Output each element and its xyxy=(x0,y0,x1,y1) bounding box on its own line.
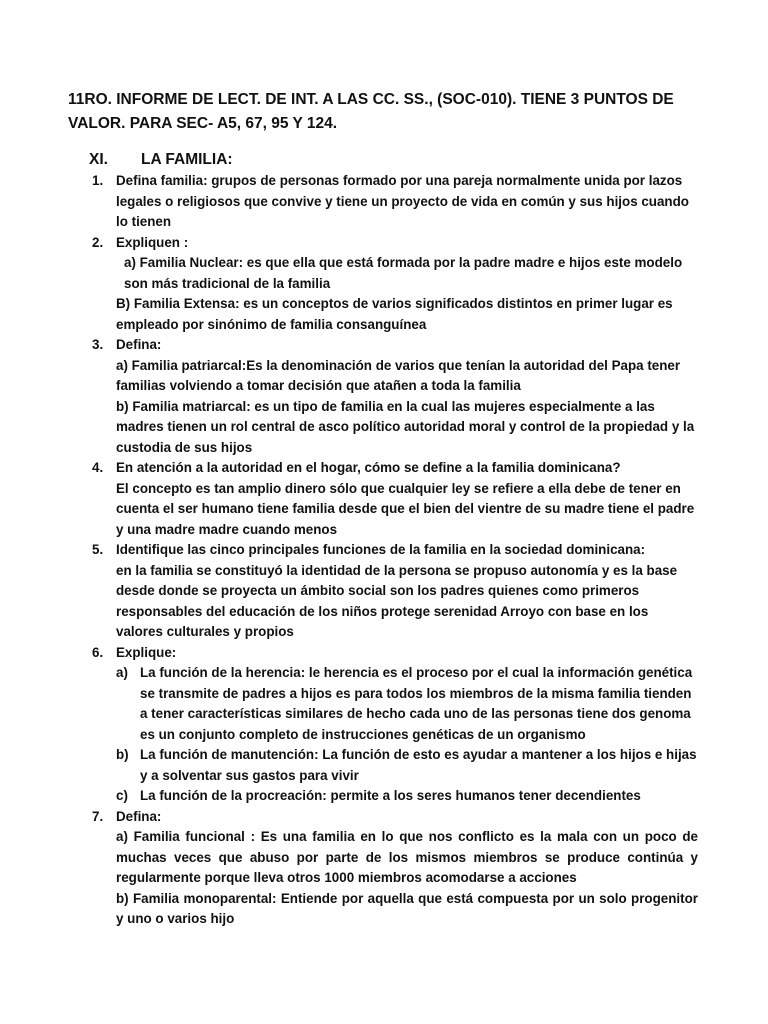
question-5 xyxy=(92,540,698,643)
question-6-item-b xyxy=(116,745,698,786)
question-number: 7. xyxy=(92,808,104,824)
question-list xyxy=(92,171,698,930)
question-4-prompt: En atención a la autoridad en el hogar, cómo se define a la familia dominicana? xyxy=(116,460,621,475)
question-6-item-a xyxy=(116,663,698,745)
question-6-prompt: Explique: xyxy=(116,644,177,660)
question-1-text: Defina familia: grupos de personas formado por una pareja normalmente unida por lazos legales o religiosos que convive y tiene un proyecto de vida en común y sus hijos cuando lo tienen xyxy=(116,173,689,229)
section-title: LA FAMILIA: xyxy=(141,151,233,168)
question-7-answer-a: a) Familia funcional : Es una familia en lo que nos conflicto es la mala con un poco de muchas veces que abuso por parte de los mismos miembros se produce continúa y regularmente porque lleva otros 1000 miembros acomodarse a acciones xyxy=(116,829,698,885)
question-5-prompt: Identifique las cinco principales funciones de la familia en la sociedad dominicana: xyxy=(116,542,646,557)
sub-item-text: La función de manutención: La función de esto es ayudar a mantener a los hijos e hijas y a solventar sus gastos para vivir xyxy=(140,747,697,783)
question-5-answer: en la familia se constituyó la identidad de la persona se propuso autonomía y es la base desde donde se proyecta un ámbito social son los padres quienes como primeros responsables del educación de los niños protege serenidad Arroyo con base en los valores culturales y propios xyxy=(116,562,678,639)
sub-item-label: c) xyxy=(116,788,128,803)
question-number: 1. xyxy=(92,173,104,188)
question-7-answer-b: b) Familia monoparental: Entiende por aquella que está compuesta por un solo progenitor y uno o varios hijo xyxy=(116,890,698,926)
question-6 xyxy=(92,643,698,807)
sub-item-text: La función de la procreación: permite a los seres humanos tener decendientes xyxy=(140,788,641,803)
question-7 xyxy=(92,807,698,930)
question-2 xyxy=(92,233,698,336)
question-number: 2. xyxy=(92,234,104,250)
question-3-prompt: Defina: xyxy=(116,337,162,352)
section-heading xyxy=(89,149,233,171)
question-2-answer-b: B) Familia Extensa: es un conceptos de varios significados distintos en primer lugar es empleado por sinónimo de familia consanguínea xyxy=(116,296,673,332)
question-2-prompt: Expliquen : xyxy=(116,234,189,250)
document-title: 11RO. INFORME DE LECT. DE INT. A LAS CC. SS., (SOC-010). TIENE 3 PUNTOS DE VALOR. PARA SEC- A5, 67, 95 Y 124. xyxy=(68,91,674,132)
sub-item-label: b) xyxy=(116,747,129,762)
question-number: 4. xyxy=(92,460,104,475)
question-3 xyxy=(92,335,698,458)
question-1 xyxy=(92,171,698,233)
question-number: 6. xyxy=(92,644,104,660)
question-6-item-c xyxy=(116,786,698,807)
question-4 xyxy=(92,458,698,540)
question-number: 5. xyxy=(92,542,104,557)
question-number: 3. xyxy=(92,337,104,352)
question-3-answer-b: b) Familia matriarcal: es un tipo de familia en la cual las mujeres especialmente a las madres tienen un rol central de asco político autoridad moral y control de la propiedad y la custodia de sus hijos xyxy=(116,398,695,455)
question-3-answer-a: a) Familia patriarcal:Es la denominación de varios que tenían la autoridad del Papa tener familias volviendo a tomar decisión que atañen a toda la familia xyxy=(116,357,681,393)
question-2-answer-a: a) Familia Nuclear: es que ella que está formada por la padre madre e hijos este modelo son más tradicional de la familia xyxy=(124,255,683,291)
question-4-answer: El concepto es tan amplio dinero sólo que cualquier ley se refiere a ella debe de tener en cuenta el ser humano tiene familia desde que el bien del vientre de su madre tiene el padre y una madre madre cuando menos xyxy=(116,480,695,537)
sub-item-label: a) xyxy=(116,665,128,680)
sub-item-text: La función de la herencia: le herencia es el proceso por el cual la información genética se transmite de padres a hijos es para todos los miembros de la misma familia tienden a tener características similares de hecho cada uno de las personas tiene dos genoma es un conjunto completo de instrucciones genéticas de un organismo xyxy=(140,665,693,742)
section-number: XI. xyxy=(89,151,108,168)
question-7-prompt: Defina: xyxy=(116,808,162,824)
